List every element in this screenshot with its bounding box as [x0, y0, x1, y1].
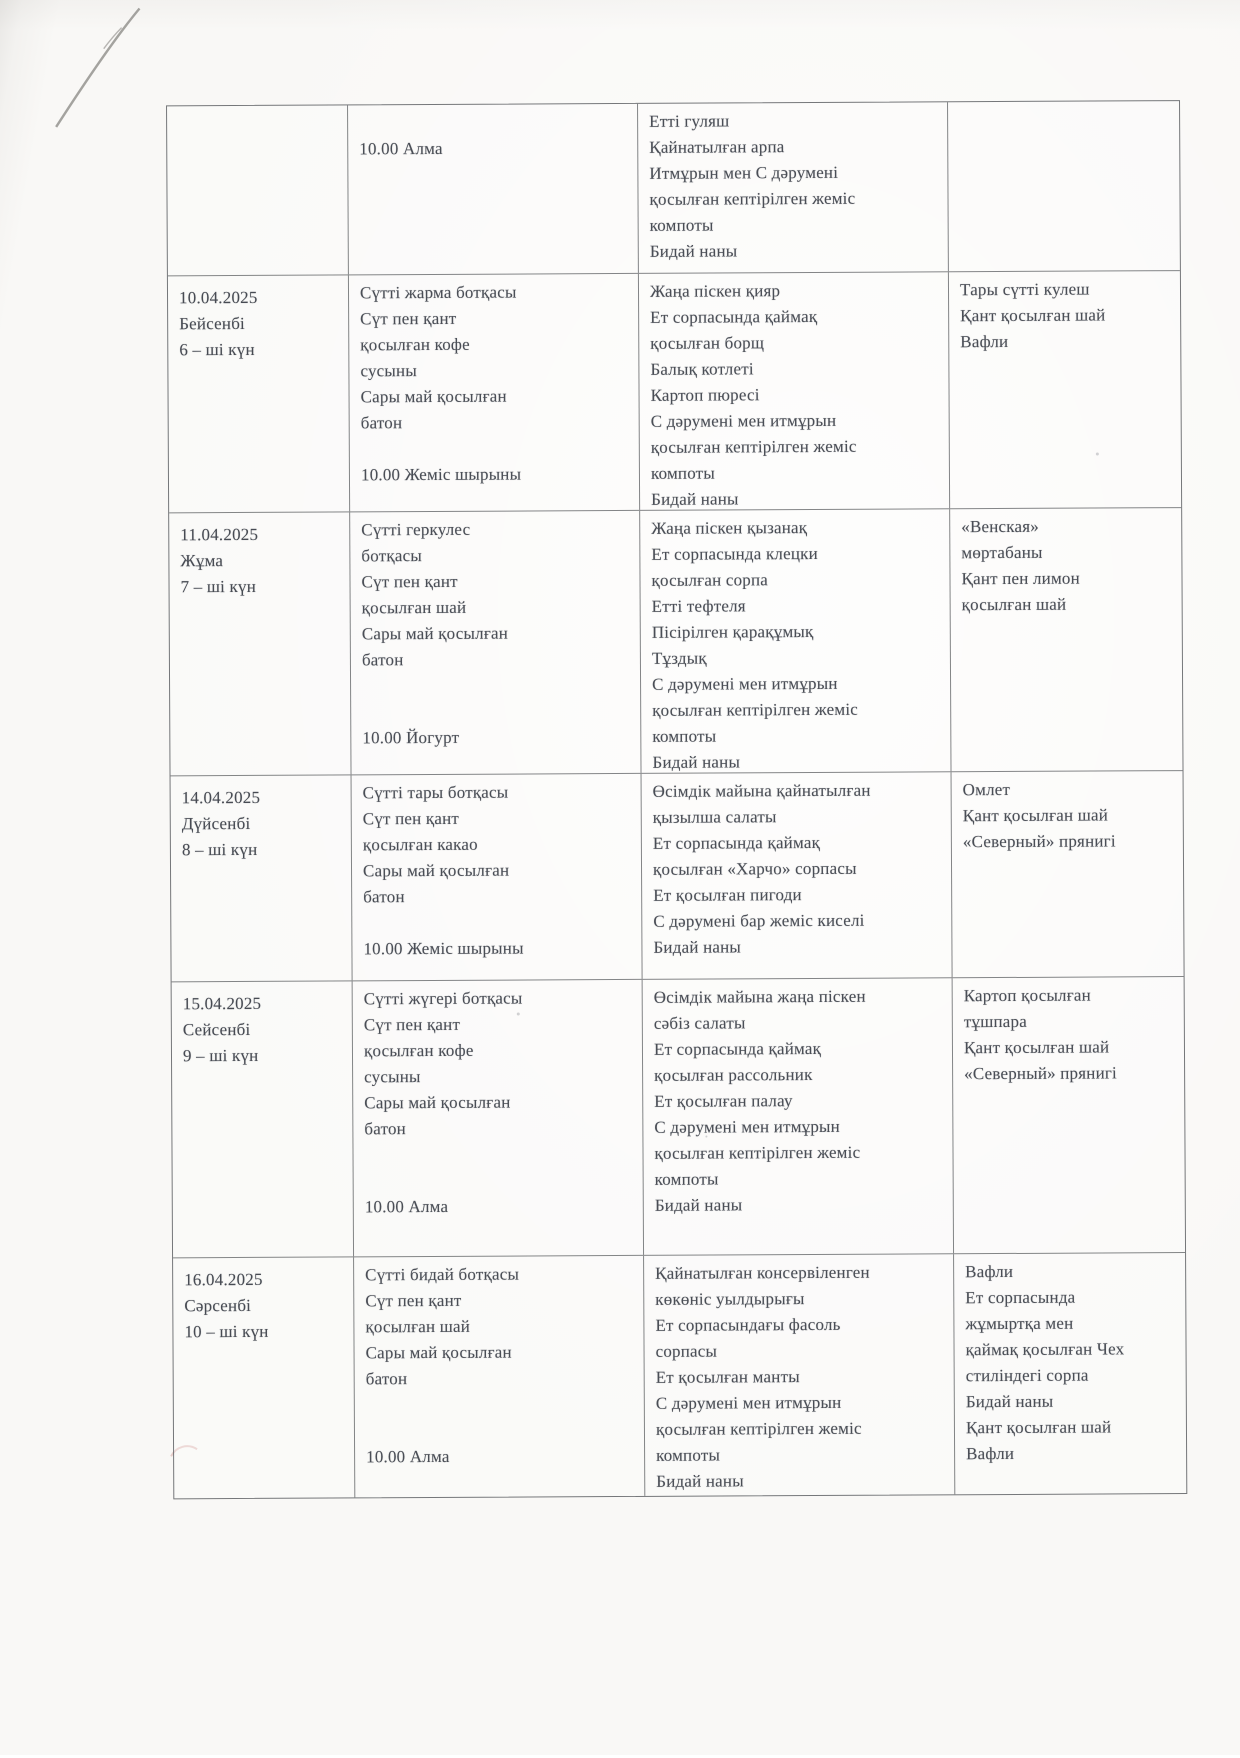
cell-menu-lunch: Өсімдік майына қайнатылған қызылша салаты Ет сорпасында қаймақ қосылған «Харчо» сорпасы Ет қосылған пигоди С дәрумені бар жеміс киселі Бидай наны [641, 772, 952, 979]
cell-menu-afternoon: Вафли Ет сорпасында жұмыртқа мен қаймақ қосылған Чех стиліндегі сорпа Бидай наны Қант қосылған шай Вафли [953, 1253, 1186, 1494]
pencil-mark [17, 2, 168, 148]
cell-menu-lunch: Қайнатылған консервіленген көкөніс уылдырығы Ет сорпасындағы фасоль сорпасы Ет қосылған манты С дәрумені мен итмұрын қосылған кептірілген жеміс компоты Бидай наны [643, 1254, 954, 1496]
cell-menu-breakfast: Сүтті геркулес ботқасы Сүт пен қант қосылған шай Сары май қосылған батон 10.00 Йогурт [349, 511, 640, 775]
cell-menu-lunch: Жаңа піскен қияр Ет сорпасында қаймақ қосылған борщ Балық котлеті Картоп пюресі С дәрумені мен итмұрын қосылған кептірілген жеміс компоты Бидай наны [638, 272, 949, 510]
cell-menu-breakfast: Сүтті бидай ботқасы Сүт пен қант қосылған шай Сары май қосылған батон 10.00 Алма [353, 1256, 644, 1498]
cell-menu-afternoon: Тары сүтті кулеш Қант қосылған шай Вафли [948, 271, 1181, 508]
table-row [167, 101, 1180, 275]
cell-menu-afternoon [947, 101, 1180, 271]
table-row [172, 976, 1185, 1257]
cell-menu-lunch: Жаңа піскен қызанақ Ет сорпасында клецки қосылған сорпа Етті тефтеля Пісірілген қарақұмық Тұздық С дәрумені мен итмұрын қосылған кептірілген жеміс компоты Бидай наны [639, 509, 950, 773]
cell-menu-breakfast: Сүтті жарма ботқасы Сүт пен қант қосылған кофе сусыны Сары май қосылған батон 10.00 Жеміс шырыны [348, 274, 639, 512]
cell-date: 11.04.2025 Жұма 7 – ші күн [180, 524, 259, 597]
cell-menu-breakfast: Сүтті тары ботқасы Сүт пен қант қосылған какао Сары май қосылған батон 10.00 Жеміс шырыны [351, 774, 642, 981]
cell-menu-lunch: Етті гуляш Қайнатылған арпа Итмұрын мен С дәрумені қосылған кептірілген жеміс компоты Бидай наны [637, 102, 948, 273]
cell-menu-breakfast: Сүтті жүгері ботқасы Сүт пен қант қосылған кофе сусыны Сары май қосылған батон 10.00 Алма [352, 980, 643, 1257]
table-row [173, 1252, 1186, 1498]
cell-date: 10.04.2025 Бейсенбі 6 – ші күн [178, 287, 258, 360]
cell-menu-breakfast: 10.00 Алма [347, 104, 638, 275]
cell-menu-afternoon: Картоп қосылған тұшпара Қант қосылған шай «Северный» прянигі [952, 977, 1185, 1253]
cell-date [167, 105, 348, 275]
cell-date: 15.04.2025 Сейсенбі 9 – ші күн [182, 993, 262, 1066]
table-row [171, 770, 1184, 981]
cell-date: 14.04.2025 Дүйсенбі 8 – ші күн [181, 787, 261, 860]
cell-menu-afternoon: Омлет Қант қосылған шай «Северный» прянигі [951, 771, 1184, 977]
table-row [168, 270, 1181, 512]
menu-table [166, 100, 1187, 1499]
cell-menu-afternoon: «Венская» мөртабаны Қант пен лимон қосылған шай [949, 508, 1182, 771]
table-row [169, 507, 1182, 775]
cell-date: 16.04.2025 Сәрсенбі 10 – ші күн [184, 1269, 269, 1342]
cell-menu-lunch: Өсімдік майына жаңа піскен сәбіз салаты Ет сорпасында қаймақ қосылған рассольник Ет қосылған палау С дәрумені мен итмұрын қосылған кептірілген жеміс компоты Бидай наны [642, 978, 953, 1255]
